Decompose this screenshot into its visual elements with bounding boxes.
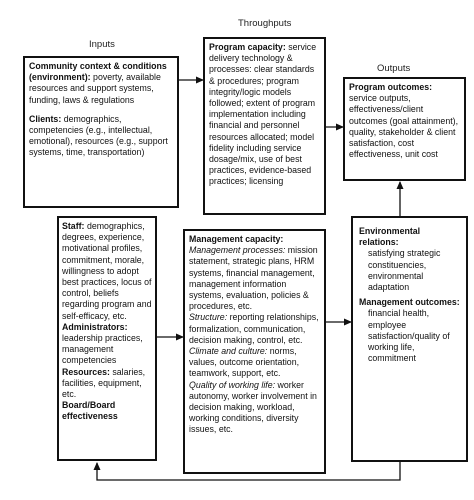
- climate-entry: [189, 346, 320, 380]
- inputs-staff-box: [57, 216, 157, 461]
- resources-entry: [62, 367, 152, 401]
- resources-label: Resources:: [62, 366, 110, 377]
- community-context-label: Community context & conditions (environment):: [29, 61, 167, 83]
- community-context-text: poverty, available resources and support systems, funding, laws & regulations: [29, 72, 161, 105]
- management-capacity-label: Management capacity:: [189, 234, 284, 244]
- resources-text: salaries, facilities, equipment, etc.: [62, 366, 146, 400]
- quality-text: worker autonomy, worker involvement in decision making, workload, working conditions, diversity issues, etc.: [189, 379, 317, 435]
- staff-text: demographics, degrees, experience, motivational profiles, commitment, morale, willingness to adopt best practices, locus of control, beliefs regarding program and self-efficacy, etc.: [62, 221, 152, 321]
- program-outcomes-entry: [349, 82, 460, 160]
- program-outcomes-text: service outputs, effectiveness/client outcomes (goal attainment), quality, stakeholder & client satisfaction, cost effectiveness, unit cost: [349, 93, 459, 160]
- management-processes-text: mission statement, strategic plans, HRM systems, financial management, management information systems, evaluation, policies & procedures, etc.: [189, 245, 318, 312]
- climate-text: norms, values, outcome orientation, teamwork, support, etc.: [189, 346, 300, 379]
- environment-management-outcomes-box: [351, 216, 468, 462]
- board-entry: [62, 400, 152, 422]
- staff-label: Staff:: [62, 221, 85, 231]
- structure-entry: [189, 312, 320, 346]
- program-capacity-entry: [209, 42, 320, 188]
- climate-label: Climate and culture:: [189, 346, 268, 357]
- management-processes-entry: [189, 245, 320, 312]
- management-outcomes-label-line: [359, 297, 460, 308]
- management-capacity-box: [183, 229, 326, 474]
- environmental-relations-text: satisfying strategic constituencies, environmental adaptation: [368, 248, 441, 293]
- management-outcomes-text: financial health, employee satisfaction/quality of working life, commitment: [368, 308, 450, 364]
- management-processes-label: Management processes:: [189, 245, 286, 256]
- program-capacity-box: [203, 37, 326, 215]
- administrators-entry: [62, 322, 152, 367]
- quality-label: Quality of working life:: [189, 379, 276, 390]
- program-outcomes-label: Program outcomes:: [349, 82, 433, 92]
- structure-label: Structure:: [189, 312, 228, 323]
- administrators-text: leadership practices, management competencies: [62, 333, 143, 366]
- inputs-header: Inputs: [89, 39, 115, 50]
- environmental-relations-label-line: [359, 226, 460, 248]
- staff-entry: [62, 221, 152, 322]
- administrators-label: Administrators:: [62, 321, 128, 332]
- management-outcomes-label: Management outcomes:: [359, 297, 460, 308]
- clients-text: demographics, competencies (e.g., intellectual, emotional), resources (e.g., support systems, time, transportation): [29, 113, 168, 158]
- clients-label: Clients:: [29, 113, 62, 124]
- structure-text: reporting relationships, formalization, communication, decision making, control, etc.: [189, 312, 319, 345]
- outputs-header: Outputs: [377, 63, 411, 74]
- throughputs-header: Throughputs: [238, 18, 292, 29]
- program-outcomes-box: [343, 77, 466, 181]
- community-context-entry: [29, 61, 173, 106]
- management-capacity-label-line: [189, 234, 320, 245]
- quality-entry: [189, 380, 320, 436]
- environmental-relations-label: Environmental relations:: [359, 226, 421, 248]
- clients-entry: [29, 114, 173, 159]
- inputs-context-clients-box: [23, 56, 179, 208]
- program-capacity-text: service delivery technology & processes: clear standards & procedures; program integrity/logic models followed; extent of program implementation including financial and personnel resources allocated; model fidelity including service dosage/mix, use of best practices, evidence-based practices; licensing: [209, 42, 317, 187]
- program-capacity-label: Program capacity:: [209, 42, 286, 52]
- board-label: Board/Board effectiveness: [62, 400, 118, 422]
